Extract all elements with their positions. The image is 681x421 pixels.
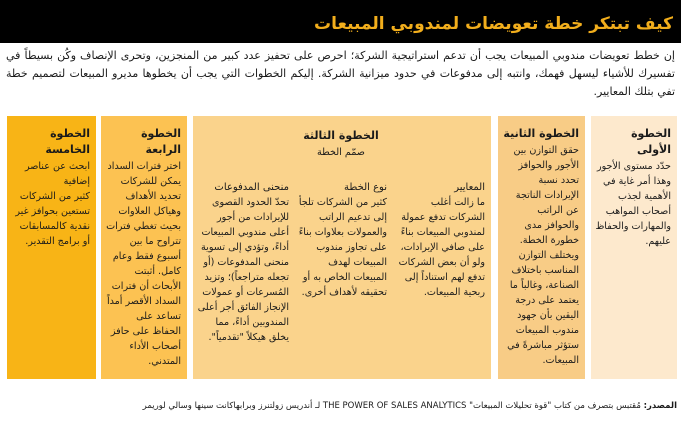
source-label: المصدر: [643, 401, 677, 411]
page-title: كيف تبتكر خطة تعويضات لمندوبي المبيعات [314, 14, 673, 34]
step-subtitle: ابحث عن عناصر إضافية [24, 161, 90, 187]
step-2-card [498, 116, 585, 379]
step-title: الخطوة الأولى [631, 127, 671, 156]
step-3-part-payment-curve [197, 180, 289, 345]
step-body: كثير من الشركات تستعين بحوافز غير نقدية كالمسابقات أو برامج التقدير. [15, 191, 90, 247]
step-title: الخطوة الثالثة [303, 129, 379, 142]
part-body: تحدّ الحدود القصوى للإيرادات من أجور أعلى مندوبي المبيعات أداءً، وتؤدي إلى تسوية منحنى المدفوعات (أو تجعله متراجعاً)؛ وتزيد المُسرعات أو عمولات الإنجاز الفائق أجر أعلى المندوبين أداءً، مما يخلق هيكلاً "تقدمياً". [197, 197, 289, 343]
part-title: منحنى المدفوعات [214, 182, 289, 193]
header-banner [0, 0, 681, 43]
step-body: تحدد نسبة الإيرادات الناتجة عن الراتب والحوافز مدى خطورة الخطة. ويختلف التوازن المناسب باختلاف الصناعة، وغالباً ما يعتمد على درجة اليقين بأن جهود مندوب المبيعات ستؤثر مباشرةً في المبيعات. [507, 175, 579, 366]
step-title: الخطوة الخامسة [45, 127, 90, 156]
step-4-card [101, 116, 187, 379]
step-1-card [591, 116, 677, 379]
part-title: نوع الخطة [344, 182, 387, 193]
intro-paragraph: إن خطط تعويضات مندوبي المبيعات يجب أن تدعم استراتيجية الشركة؛ احرص على تحفيز عدد كبير من المنجزين، وتحرى الإنصاف وكُن بسيطاً في تفسيرك للأشياء ليسهل فهمك، وانتبه إلى مدفوعات في حدود ميزانية الشركة. إليكم الخطوات التي يجب أن يخطوها مديرو المبيعات لتصميم خطة تفي بتلك المعايير. [6, 49, 675, 98]
step-3-part-criteria [393, 180, 485, 345]
step-body: حدّد مستوى الأجور وهذا أمر غاية في الأهمية لجذب أصحاب المواهب والمهارات والحفاظ عليهم. [595, 161, 671, 247]
source-note [143, 401, 677, 411]
step-5-card [7, 116, 96, 379]
part-title: المعايير [454, 182, 485, 193]
step-subtitle: صمّم الخطة [317, 147, 365, 158]
step-subtitle: حقق التوازن بين الأجور والحوافز [513, 145, 579, 171]
source-text: مُقتبس بتصرف من كتاب "قوة تحليلات المبيعات" THE POWER OF SALES ANALYTICS لـ أندريس زولتنرز وبرابهاكانت سينها وسالي لوريمر [142, 401, 641, 411]
step-title: الخطوة الرابعة [141, 127, 181, 156]
step-3-card [193, 116, 491, 379]
part-body: ما زالت أغلب الشركات تدفع عمولة لمندوبي المبيعات بناءً على صافي الإيرادات، ولو أن بعض الشركات تدفع لهم استناداً إلى ربحية المبيعات. [398, 197, 485, 298]
step-body: اختر فترات السداد يمكن للشركات تحديد الأهداف وهياكل العلاوات بحيث تغطي فترات تتراوح ما بين أسبوع فقط وعام كامل. أثبتت الأبحاث أن فترات السداد الأقصر أمداً تساعد على الحفاظ على حافز أصحاب الأداء المتدني. [106, 161, 181, 367]
part-body: كثير من الشركات تلجأ إلى تدعيم الراتب والعمولات بعلاوات بناءً على تجاوز مندوب المبيعات لهدف المبيعات الخاص به أو تحقيقه لأهداف أخرى. [298, 197, 387, 298]
step-3-part-plan-type [295, 180, 387, 345]
step-title: الخطوة الثانية [503, 127, 579, 140]
